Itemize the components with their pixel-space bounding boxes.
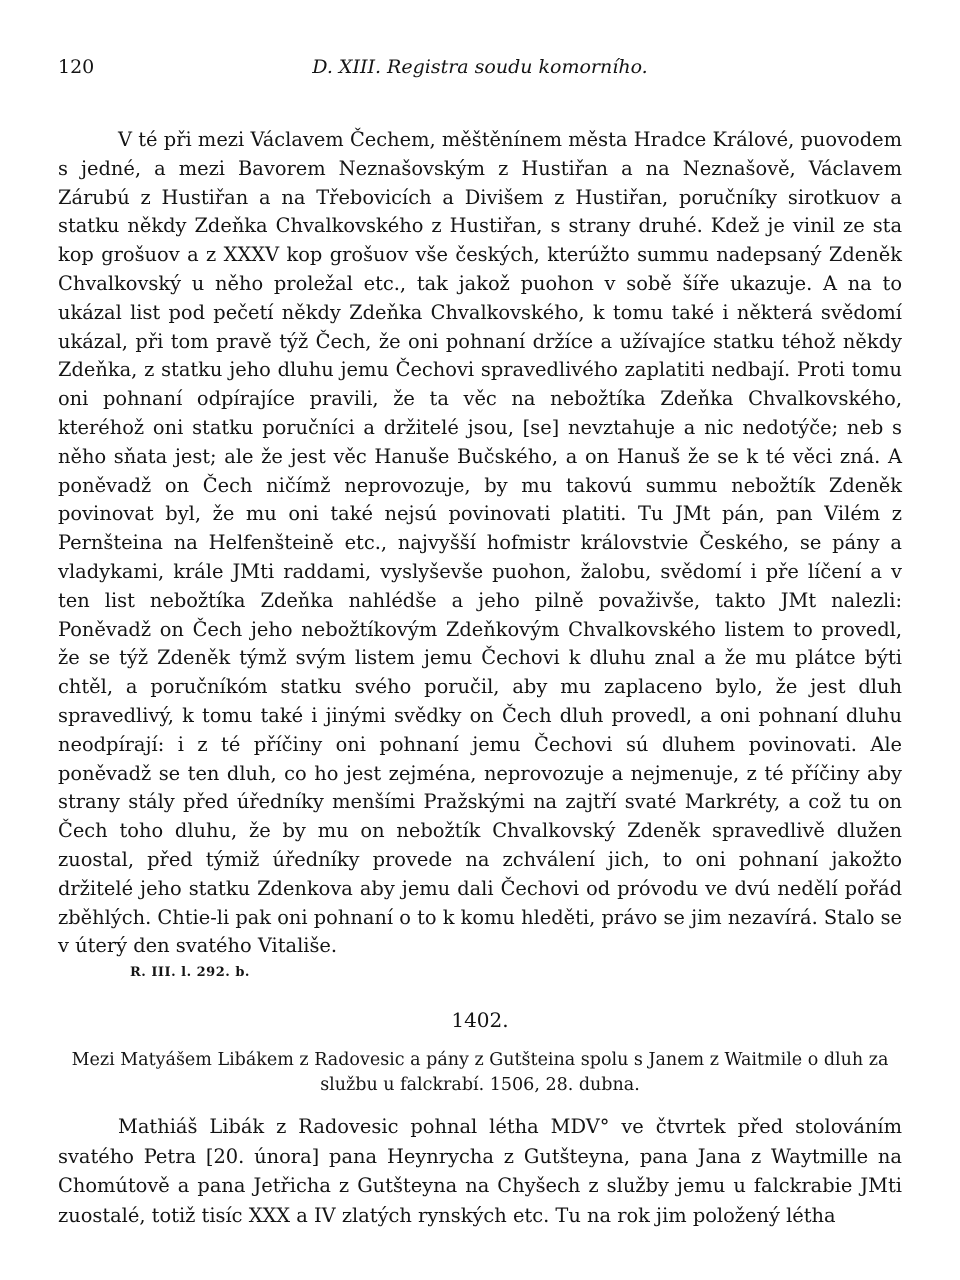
entry-1401-body xyxy=(58,126,902,961)
running-head xyxy=(58,56,902,86)
running-title: D. XIII. Registra soudu komorního. xyxy=(312,56,648,78)
entry-1402-paragraph: Mathiáš Libák z Radovesic pohnal létha MDV° ve čtvrtek před stolováním svatého Petra [20. února] pana Heynrycha z Gutšteyna, pana Jana z Waytmille na Chomútově a pana Jetřicha z Gutšteyna na Chyšech z služby jemu u falckrabie JMti zuostalé, totiž tisíc XXX a IV zlatých rynských etc. Tu na rok jim položený létha xyxy=(58,1115,902,1227)
entry-1401-paragraph: V té při mezi Václavem Čechem, měštěnínem města Hradce Králové, puovodem s jedné, a mezi Bavorem Neznašovským z Hustiřan a na Neznašově, Václavem Zárubú z Hustiřan a na Třebovicích a Divišem z Hustiřan, poručníky sirotkuov a statku někdy Zdeňka Chvalkovského z Hustiřan, s strany druhé. Kdež je vinil ze sta kop grošuov a z XXXV kop grošuov vše českých, kterúžto summu nadepsaný Zdeněk Chvalkovský u něho proležal etc., tak jakož puohon v sobě šíře ukazuje. A na to ukázal list pod pečetí někdy Zdeňka Chvalkovského, k tomu také i některá svědomí ukázal, při tom pravě týž Čech, že oni pohnaní držíce a užívajíce statku téhož někdy Zdeňka, z statku jeho dluhu jemu Čechovi spravedlivého zaplatiti nedbají. Proti tomu oni pohnaní odpírajíce pravili, že ta věc na nebožtíka Zdeňka Chvalkovského, kteréhož oni statku poručníci a držitelé jsou, [se] nevztahuje a nic nedotýče; neb s něho sňata jest; ale že jest věc Hanuše Bučského, a on Hanuš že se k té věci zná. A poněvadž on Čech ničímž neprovozuje, by mu takovú summu nebožtík Zdeněk povinovat byl, že mu oni také nejsú povinovati platiti. Tu JMt pán, pan Vilém z Pernšteina na Helfenšteině etc., najvyšší hofmistr královstvie Českého, se pány a vladykami, krále JMti raddami, vyslyševše puohon, žalobu, svědomí i pře líčení a v ten list nebožtíka Zdeňka nahlédše a jeho pilně považivše, takto JMt nalezli: Poněvadž on Čech jeho nebožtíkovým Zdeňkovým Chvalkovského listem to provedl, že se týž Zdeněk týmž svým listem jemu Čechovi k dluhu znal a že mu plátce býti chtěl, a poručníkóm statku svého poručil, aby mu zaplaceno bylo, že jest dluh spravedlivý, k tomu také i jinými svědky on Čech dluh provedl, a oni pohnaní dluhu neodpírají: i z té příčiny oni pohnaní jemu Čechovi sú dluhem povinovati. Ale poněvadž se ten dluh, co ho jest zejména, neprovozuje a nejmenuje, z té příčiny aby strany stály před úředníky menšími Pražskými na zajtří svaté Markréty, a což tu on Čech toho dluhu, že by mu on nebožtík Chvalkovský Zdeněk spravedlivě dlužen zuostal, před týmiž úředníky provede na zchválení jich, to oni pohnaní jakožto držitelé jeho statku Zdenkova aby jemu dali Čechovi od próvodu ve dvú nedělí pořád zběhlých. Chtie-li pak oni pohnaní o to k komu hleděti, právo se jim nezavírá. Stalo se v úterý den svatého Vitališe. xyxy=(58,128,902,958)
source-reference: R. III. l. 292. b. xyxy=(130,965,250,981)
document-heading: Mezi Matyášem Libákem z Radovesic a pány z Gutšteina spolu s Janem z Waitmile o dluh za službu u falckrabí. 1506, 28. dubna. xyxy=(71,1050,889,1096)
page-number: 120 xyxy=(58,56,95,78)
document-number: 1402. xyxy=(451,1008,509,1033)
